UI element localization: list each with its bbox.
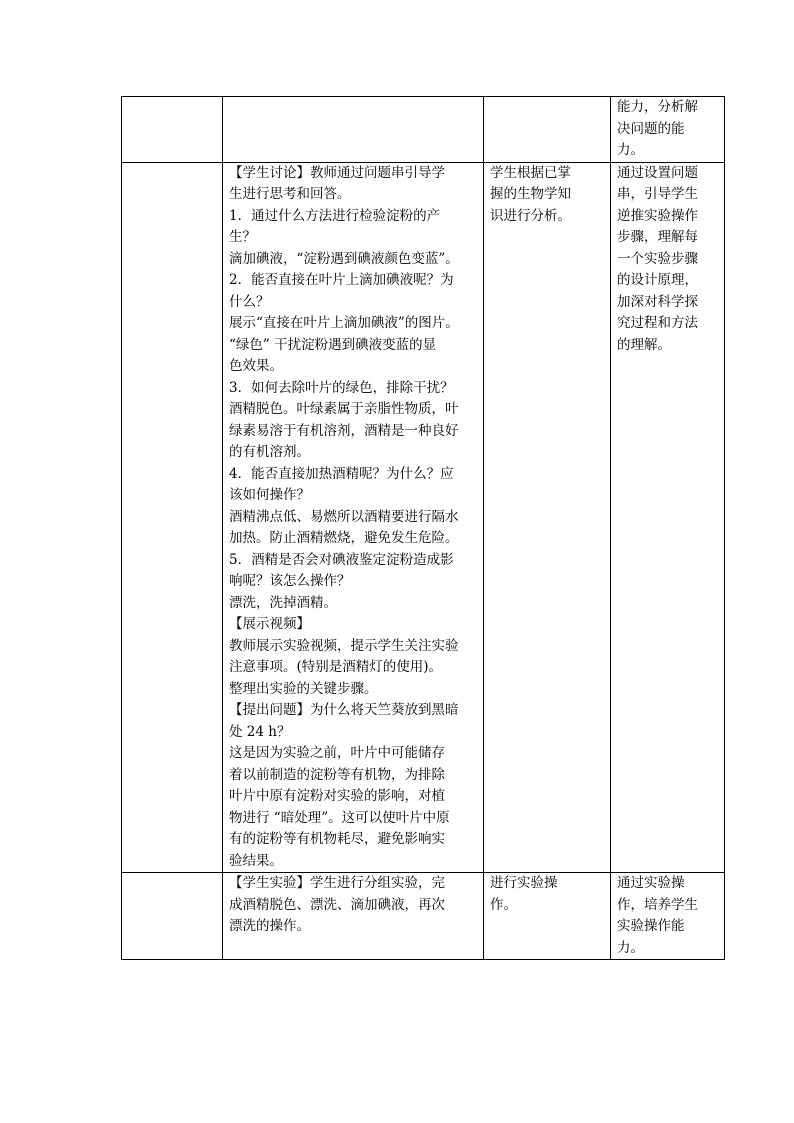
text-line: 串，引导学生	[617, 186, 698, 202]
student-activity-cell	[484, 162, 611, 873]
text-line: 加深对科学探	[617, 293, 698, 310]
text-line: 5．酒精是否会对碘液鉴定淀粉造成影	[229, 551, 454, 568]
text-line: 的设计原理，	[617, 272, 698, 288]
text-line: 识进行分析。	[490, 207, 571, 224]
table-row	[122, 873, 725, 960]
text-line: 响呢？该怎么操作？	[229, 573, 351, 589]
text-line: 通过设置问题	[617, 164, 698, 181]
text-line: “绿色” 干扰淀粉遇到碘液变蓝的显	[229, 336, 437, 353]
text-line: 漂洗的操作。	[229, 918, 310, 934]
teacher-activity-cell	[223, 873, 484, 960]
text-line: 验结果。	[229, 852, 283, 869]
text-line: 步骤，理解每	[617, 229, 698, 245]
text-line: 【提出问题】为什么将天竺葵放到黑暗	[229, 702, 459, 718]
table-row	[122, 162, 725, 873]
text-line: 酒精沸点低、易燃所以酒精要进行隔水	[229, 508, 459, 525]
stage-cell	[122, 162, 223, 873]
text-line: 该如何操作？	[229, 487, 310, 503]
text-line: 加热。防止酒精燃烧，避免发生危险。	[229, 530, 459, 546]
text-line: 作。	[490, 896, 517, 913]
text-line: 展示“直接在叶片上滴加碘液”的图片。	[229, 315, 459, 331]
teacher-activity-cell	[223, 97, 484, 163]
text-line: 酒精脱色。叶绿素属于亲脂性物质，叶	[229, 401, 459, 417]
text-line: 1．通过什么方法进行检验淀粉的产	[229, 207, 441, 224]
text-line: 整理出实验的关键步骤。	[229, 680, 378, 697]
text-line: 通过实验操	[617, 875, 685, 891]
teacher-activity-cell	[223, 162, 484, 873]
text-line: 【学生实验】学生进行分组实验，完	[229, 875, 445, 891]
text-line: 滴加碘液，“淀粉遇到碘液颜色变蓝”。	[229, 250, 459, 267]
text-line: 生？	[229, 229, 256, 245]
text-line: 色效果。	[229, 358, 283, 374]
design-intent-cell	[611, 873, 725, 960]
text-line: 叶片中原有淀粉对实验的影响，对植	[229, 788, 445, 804]
text-line: 3．如何去除叶片的绿色，排除干扰？	[229, 379, 454, 396]
text-line: 能力，分析解	[617, 99, 698, 115]
stage-cell	[122, 873, 223, 960]
text-line: 4．能否直接加热酒精呢？为什么？应	[229, 465, 454, 482]
text-line: 处 24 h？	[229, 723, 291, 740]
text-line: 逆推实验操作	[617, 207, 698, 224]
text-line: 物进行 “暗处理”。这可以使叶片中原	[229, 809, 450, 826]
text-line: 进行实验操	[490, 875, 558, 891]
text-line: 力。	[617, 142, 644, 158]
text-line: 实验操作能	[617, 918, 685, 934]
text-line: 2．能否直接在叶片上滴加碘液呢？为	[229, 272, 454, 288]
student-activity-cell	[484, 873, 611, 960]
design-intent-cell	[611, 162, 725, 873]
student-activity-cell	[484, 97, 611, 163]
table-row	[122, 97, 725, 163]
text-line: 这是因为实验之前，叶片中可能储存	[229, 745, 445, 761]
text-line: 作，培养学生	[617, 896, 698, 913]
text-line: 的有机溶剂。	[229, 444, 310, 460]
text-line: 【学生讨论】教师通过问题串引导学	[229, 164, 445, 181]
text-line: 着以前制造的淀粉等有机物，为排除	[229, 766, 445, 783]
text-line: 绿素易溶于有机溶剂，酒精是一种良好	[229, 422, 459, 439]
text-line: 成酒精脱色、漂洗、滴加碘液，再次	[229, 896, 445, 913]
text-line: 的理解。	[617, 336, 671, 353]
text-line: 注意事项。(特别是酒精灯的使用)。	[229, 659, 443, 675]
text-line: 力。	[617, 939, 644, 956]
text-line: 握的生物学知	[490, 186, 571, 202]
stage-cell	[122, 97, 223, 163]
text-line: 漂洗，洗掉酒精。	[229, 594, 337, 611]
text-line: 一个实验步骤	[617, 250, 698, 267]
text-line: 生进行思考和回答。	[229, 186, 351, 202]
text-line: 决问题的能	[617, 120, 685, 137]
text-line: 有的淀粉等有机物耗尽，避免影响实	[229, 831, 445, 847]
text-line: 什么？	[229, 293, 270, 310]
text-line: 【展示视频】	[229, 616, 310, 632]
text-line: 学生根据已掌	[490, 164, 571, 181]
lesson-plan-table	[121, 96, 725, 960]
text-line: 教师展示实验视频，提示学生关注实验	[229, 637, 459, 654]
design-intent-cell	[611, 97, 725, 163]
text-line: 究过程和方法	[617, 315, 698, 331]
